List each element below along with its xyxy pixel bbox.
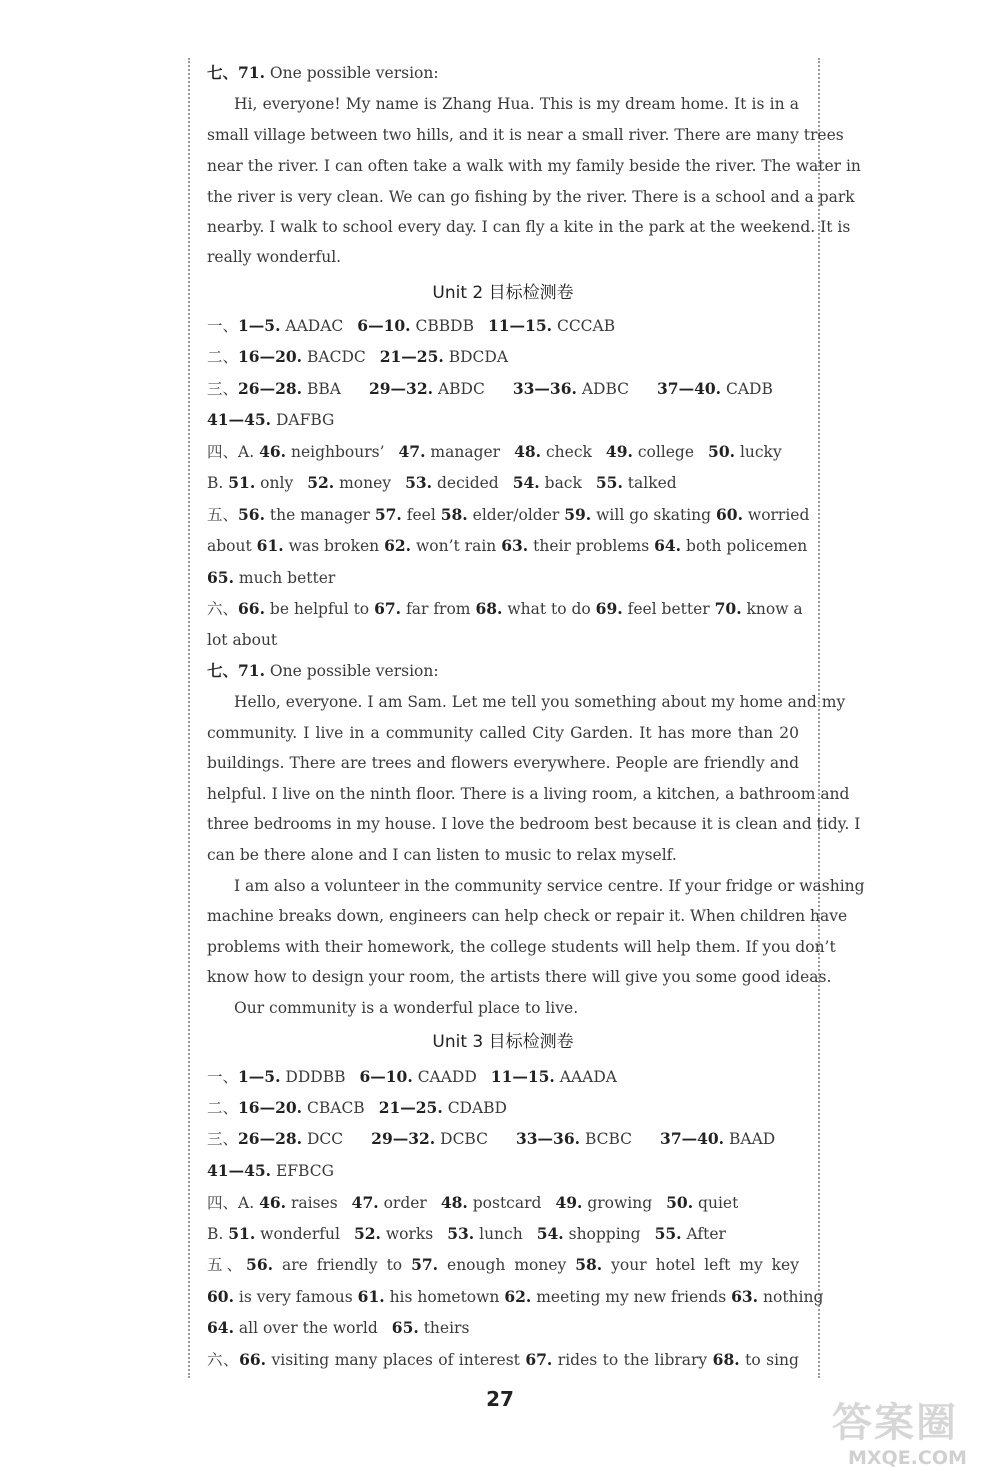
- essay1-label: 七、71. One possible version:: [207, 63, 439, 82]
- unit2-essay-line: Our community is a wonderful place to live.: [234, 999, 579, 1017]
- unit2-essay-line: I am also a volunteer in the community service centre. If your fridge or washing: [234, 877, 865, 895]
- page-number: 27: [486, 1387, 514, 1411]
- unit2-section-4a: 四、A. 46. neighbours’ 47. manager 48. check 49. college 50. lucky: [207, 442, 782, 461]
- unit2-essay-label: 七、71. One possible version:: [207, 661, 439, 680]
- watermark-url: MXQE.COM: [848, 1447, 967, 1469]
- unit2-essay-line: community. I live in a community called City Garden. It has more than 20: [207, 724, 799, 742]
- unit2-section-5-line2: about 61. was broken 62. won’t rain 63. their problems 64. both policemen: [207, 536, 808, 555]
- unit3-section-4b: B. 51. wonderful 52. works 53. lunch 54. shopping 55. After: [207, 1224, 726, 1243]
- essay1-line: Hi, everyone! My name is Zhang Hua. This is my dream home. It is in a: [234, 95, 799, 113]
- unit2-title: Unit 2 目标检测卷: [432, 283, 574, 303]
- right-margin-line: [818, 58, 820, 1378]
- essay1-line: small village between two hills, and it is near a small river. There are many trees: [207, 126, 844, 144]
- unit3-section-2: 二、16—20. CBACB 21—25. CDABD: [207, 1098, 507, 1117]
- unit3-section-6-line1: 六、66. visiting many places of interest 67. rides to the library 68. to sing: [207, 1350, 799, 1369]
- unit3-section-5-line2: 60. is very famous 61. his hometown 62. meeting my new friends 63. nothing: [207, 1287, 824, 1306]
- essay1-line: nearby. I walk to school every day. I can fly a kite in the park at the weekend. It is: [207, 218, 851, 236]
- essay1-line: near the river. I can often take a walk with my family beside the river. The water in: [207, 157, 861, 175]
- unit2-section-3: 三、26—28. BBA 29—32. ABDC 33—36. ADBC 37—40. CADB: [207, 379, 773, 398]
- unit3-section-4a: 四、A. 46. raises 47. order 48. postcard 49. growing 50. quiet: [207, 1193, 739, 1212]
- unit3-section-5-line1: 五、56. are friendly to 57. enough money 58. your hotel left my key: [207, 1255, 799, 1274]
- unit2-section-1: 一、1—5. AADAC 6—10. CBBDB 11—15. CCCAB: [207, 316, 616, 335]
- unit2-section-5-line1: 五、56. the manager 57. feel 58. elder/older 59. will go skating 60. worried: [207, 505, 810, 524]
- unit3-section-1: 一、1—5. DDDBB 6—10. CAADD 11—15. AAADA: [207, 1067, 617, 1086]
- unit2-section-2: 二、16—20. BACDC 21—25. BDCDA: [207, 347, 509, 366]
- unit2-section-6-line1: 六、66. be helpful to 67. far from 68. what to do 69. feel better 70. know a: [207, 599, 803, 618]
- unit2-section-6-line2: lot about: [207, 631, 278, 649]
- unit2-section-5-line3: 65. much better: [207, 568, 336, 587]
- unit3-section-5-line3: 64. all over the world 65. theirs: [207, 1318, 470, 1337]
- unit2-essay-line: problems with their homework, the college students will help them. If you don’t: [207, 938, 836, 956]
- unit2-section-3b: 41—45. DAFBG: [207, 410, 335, 429]
- unit2-essay-line: can be there alone and I can listen to music to relax myself.: [207, 846, 677, 864]
- essay1-line: really wonderful.: [207, 248, 342, 266]
- watermark-logo: 答案圈: [832, 1400, 958, 1446]
- unit2-essay-line: buildings. There are trees and flowers everywhere. People are friendly and: [207, 754, 799, 772]
- unit3-section-3: 三、26—28. DCC 29—32. DCBC 33—36. BCBC 37—40. BAAD: [207, 1129, 776, 1148]
- unit2-essay-line: Hello, everyone. I am Sam. Let me tell you something about my home and my: [234, 693, 846, 711]
- unit2-essay-line: machine breaks down, engineers can help check or repair it. When children have: [207, 907, 848, 925]
- unit3-title: Unit 3 目标检测卷: [432, 1032, 574, 1052]
- unit2-essay-line: helpful. I live on the ninth floor. There is a living room, a kitchen, a bathroom and: [207, 785, 850, 803]
- essay1-line: the river is very clean. We can go fishing by the river. There is a school and a park: [207, 188, 855, 206]
- unit3-section-3b: 41—45. EFBCG: [207, 1161, 334, 1180]
- unit2-section-4b: B. 51. only 52. money 53. decided 54. back 55. talked: [207, 473, 677, 492]
- unit2-essay-line: three bedrooms in my house. I love the bedroom best because it is clean and tidy. I: [207, 815, 861, 833]
- left-margin-line: [188, 58, 190, 1378]
- unit2-essay-line: know how to design your room, the artists there will give you some good ideas.: [207, 968, 832, 986]
